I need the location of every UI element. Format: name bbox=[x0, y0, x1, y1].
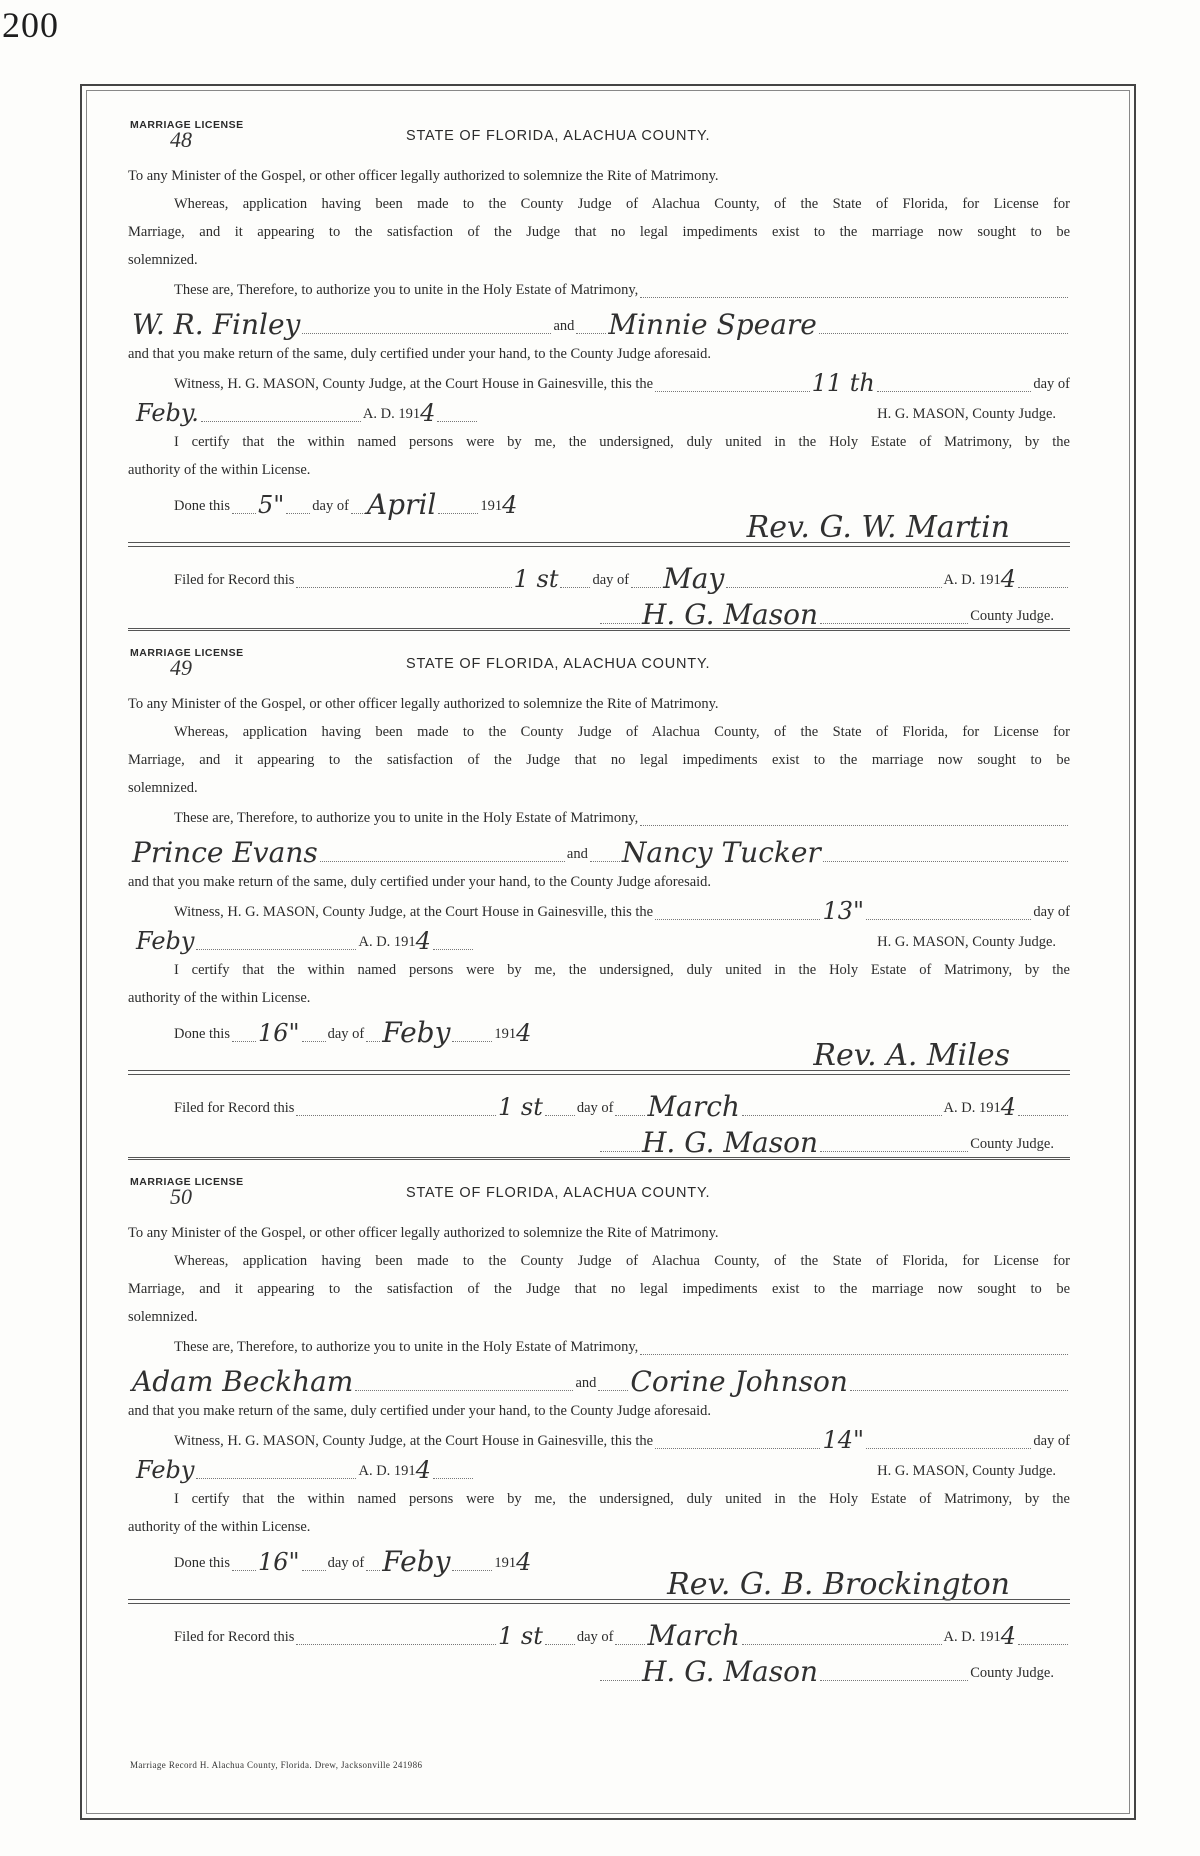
whereas-line-2: Marriage, and it appearing to the satisfaction of the Judge that no legal impediments exist to the marriage now sought to be bbox=[128, 1281, 1070, 1297]
dotted-line bbox=[1018, 1626, 1068, 1645]
filed-ad-label: A. D. 191 bbox=[943, 1100, 1001, 1116]
filed-row bbox=[128, 1615, 1070, 1651]
dotted-line bbox=[615, 1097, 645, 1116]
done-day-of-label: day of bbox=[327, 1026, 365, 1042]
section-divider bbox=[128, 1157, 1070, 1160]
dotted-line bbox=[823, 843, 1068, 862]
dotted-line bbox=[742, 1626, 942, 1645]
county-judge-label: County Judge. bbox=[970, 1136, 1054, 1152]
dotted-line bbox=[640, 1336, 1068, 1355]
marriage-license-49 bbox=[128, 646, 1070, 1158]
address-line: To any Minister of the Gospel, or other officer legally authorized to solemnize the Rite of Matrimony. bbox=[128, 168, 719, 184]
done-month: Feby bbox=[382, 1545, 451, 1578]
dotted-line bbox=[600, 1662, 640, 1681]
day-of-label: day of bbox=[1033, 1433, 1070, 1449]
license-header bbox=[128, 1175, 1070, 1219]
ad-label: A. D. 191 bbox=[358, 1463, 416, 1479]
authorize-row bbox=[128, 1331, 1070, 1361]
filed-label: Filed for Record this bbox=[174, 572, 295, 588]
certify-line-1: I certify that the within named persons were by me, the undersigned, duly united in the Holy Estate of Matrimony, by the bbox=[174, 962, 1070, 978]
day-of-label: day of bbox=[1033, 376, 1071, 392]
dotted-line bbox=[866, 901, 1031, 920]
filed-day-of-label: day of bbox=[592, 572, 630, 588]
done-month: Feby bbox=[382, 1016, 451, 1049]
dotted-line bbox=[866, 1430, 1031, 1449]
clerk-signature: H. G. Mason bbox=[642, 1655, 819, 1688]
authorize-text: These are, Therefore, to authorize you to unite in the Holy Estate of Matrimony, bbox=[174, 1339, 639, 1355]
done-year: 4 bbox=[516, 1019, 532, 1047]
return-line: and that you make return of the same, duly certified under your hand, to the County Judge aforesaid. bbox=[128, 346, 712, 362]
dotted-line bbox=[302, 315, 551, 334]
section-divider bbox=[128, 628, 1070, 631]
officiant-block bbox=[128, 510, 1070, 558]
filed-label: Filed for Record this bbox=[174, 1629, 295, 1645]
names-row bbox=[128, 304, 1070, 340]
authorize-text: These are, Therefore, to authorize you to unite in the Holy Estate of Matrimony, bbox=[174, 282, 639, 298]
done-year: 4 bbox=[516, 1548, 532, 1576]
whereas-line-1: Whereas, application having been made to the County Judge of Alachua County, of the State of Florida, for License for bbox=[174, 724, 1070, 740]
dotted-line bbox=[320, 843, 565, 862]
and-word: and bbox=[575, 1375, 597, 1391]
dotted-line bbox=[452, 1552, 492, 1571]
dotted-line bbox=[655, 1430, 820, 1449]
dotted-line bbox=[560, 569, 590, 588]
county-judge-label: County Judge. bbox=[970, 1665, 1054, 1681]
dotted-line bbox=[302, 1552, 326, 1571]
dotted-line bbox=[631, 569, 661, 588]
dotted-line bbox=[433, 1460, 473, 1479]
dotted-line bbox=[819, 315, 1068, 334]
filed-row bbox=[128, 558, 1070, 594]
clerk-row bbox=[128, 594, 1070, 630]
address-line: To any Minister of the Gospel, or other officer legally authorized to solemnize the Rite of Matrimony. bbox=[128, 1225, 719, 1241]
witness-text: Witness, H. G. MASON, County Judge, at the Court House in Gainesville, this the bbox=[174, 904, 654, 920]
return-line: and that you make return of the same, duly certified under your hand, to the County Judge aforesaid. bbox=[128, 1403, 712, 1419]
filed-year: 4 bbox=[1000, 1093, 1016, 1121]
names-row bbox=[128, 832, 1070, 868]
license-number: 48 bbox=[170, 127, 192, 152]
certify-line-2: authority of the within License. bbox=[128, 1519, 311, 1535]
dotted-line bbox=[296, 1626, 496, 1645]
dotted-line bbox=[437, 403, 477, 422]
witness-text: Witness, H. G. MASON, County Judge, at the Court House in Gainesville, this the bbox=[174, 1433, 654, 1449]
clerk-signature: H. G. Mason bbox=[642, 598, 819, 631]
bride-name: Corine Johnson bbox=[630, 1365, 848, 1398]
dotted-line bbox=[296, 569, 511, 588]
clerk-row bbox=[128, 1122, 1070, 1158]
done-day: 5" bbox=[257, 491, 285, 519]
filed-row bbox=[128, 1086, 1070, 1122]
marriage-license-48 bbox=[128, 118, 1070, 630]
filed-day: 1 st bbox=[513, 565, 559, 593]
certify-line-2: authority of the within License. bbox=[128, 990, 311, 1006]
dotted-line bbox=[877, 373, 1032, 392]
authorize-row bbox=[128, 802, 1070, 832]
dotted-line bbox=[351, 495, 365, 514]
dotted-line bbox=[590, 843, 620, 862]
witness-row bbox=[128, 368, 1070, 398]
filed-ad-label: A. D. 191 bbox=[943, 572, 1001, 588]
officiant-rule-2 bbox=[128, 1074, 1070, 1075]
filed-month: May bbox=[663, 562, 725, 595]
witness-row bbox=[128, 1425, 1070, 1455]
witness-date-row bbox=[128, 398, 1070, 428]
witness-date-row bbox=[128, 1455, 1070, 1485]
license-label: MARRIAGE LICENSE bbox=[130, 1176, 244, 1188]
judge-title: H. G. MASON, County Judge. bbox=[877, 406, 1056, 422]
filed-day-of-label: day of bbox=[576, 1100, 614, 1116]
filed-month: March bbox=[647, 1090, 740, 1123]
page-number: 200 bbox=[2, 5, 59, 45]
dotted-line bbox=[1018, 1097, 1068, 1116]
done-day-of-label: day of bbox=[327, 1555, 365, 1571]
dotted-line bbox=[366, 1552, 380, 1571]
filed-year: 4 bbox=[1000, 1622, 1016, 1650]
dotted-line bbox=[820, 1133, 968, 1152]
groom-name: Prince Evans bbox=[132, 836, 318, 869]
dotted-line bbox=[820, 605, 968, 624]
county-judge-label: County Judge. bbox=[970, 608, 1054, 624]
dotted-line bbox=[600, 1133, 640, 1152]
done-month: April bbox=[366, 488, 437, 521]
certify-line-1: I certify that the within named persons were by me, the undersigned, duly united in the Holy Estate of Matrimony, by the bbox=[174, 1491, 1070, 1507]
dotted-line bbox=[232, 1023, 256, 1042]
dotted-line bbox=[201, 403, 361, 422]
witness-text: Witness, H. G. MASON, County Judge, at the Court House in Gainesville, this the bbox=[174, 376, 654, 392]
officiant-block bbox=[128, 1038, 1070, 1086]
dotted-line bbox=[196, 1460, 356, 1479]
day-of-label: day of bbox=[1033, 904, 1070, 920]
clerk-signature: H. G. Mason bbox=[642, 1126, 819, 1159]
witness-year: 4 bbox=[415, 927, 431, 955]
dotted-line bbox=[302, 1023, 326, 1042]
witness-month: Feby bbox=[136, 1456, 195, 1484]
dotted-line bbox=[438, 495, 478, 514]
marriage-license-50 bbox=[128, 1175, 1070, 1687]
witness-day: 13" bbox=[822, 897, 865, 925]
done-191-label: 191 bbox=[494, 1026, 517, 1042]
dotted-line bbox=[576, 315, 606, 334]
witness-day: 14" bbox=[822, 1426, 865, 1454]
dotted-line bbox=[452, 1023, 492, 1042]
officiant-rule-2 bbox=[128, 1603, 1070, 1604]
dotted-line bbox=[196, 931, 356, 950]
and-word: and bbox=[566, 846, 588, 862]
whereas-line-3: solemnized. bbox=[128, 780, 198, 796]
done-day: 16" bbox=[257, 1019, 300, 1047]
dotted-line bbox=[615, 1626, 645, 1645]
dotted-line bbox=[640, 279, 1068, 298]
license-header bbox=[128, 118, 1070, 162]
filed-day: 1 st bbox=[497, 1622, 543, 1650]
witness-month: Feby bbox=[136, 927, 195, 955]
done-this-label: Done this bbox=[174, 498, 230, 514]
dotted-line bbox=[726, 569, 941, 588]
dotted-line bbox=[598, 1372, 628, 1391]
done-191-label: 191 bbox=[480, 498, 503, 514]
judge-title: H. G. MASON, County Judge. bbox=[877, 1463, 1056, 1479]
dotted-line bbox=[640, 807, 1068, 826]
officiant-signature: Rev. G. W. Martin bbox=[746, 510, 1010, 545]
ad-label: A. D. 191 bbox=[358, 934, 416, 950]
authorize-text: These are, Therefore, to authorize you to unite in the Holy Estate of Matrimony, bbox=[174, 810, 639, 826]
officiant-rule bbox=[128, 542, 1070, 543]
whereas-line-3: solemnized. bbox=[128, 1309, 198, 1325]
witness-month: Feby. bbox=[136, 399, 199, 427]
done-191-label: 191 bbox=[494, 1555, 517, 1571]
return-line: and that you make return of the same, duly certified under your hand, to the County Judge aforesaid. bbox=[128, 874, 712, 890]
whereas-line-2: Marriage, and it appearing to the satisfaction of the Judge that no legal impediments exist to the marriage now sought to be bbox=[128, 224, 1070, 240]
license-label: MARRIAGE LICENSE bbox=[130, 647, 244, 659]
footer-imprint: Marriage Record H. Alachua County, Florida. Drew, Jacksonville 241986 bbox=[130, 1760, 423, 1770]
clerk-row bbox=[128, 1651, 1070, 1687]
whereas-line-3: solemnized. bbox=[128, 252, 198, 268]
done-year: 4 bbox=[502, 491, 518, 519]
filed-label: Filed for Record this bbox=[174, 1100, 295, 1116]
license-number: 50 bbox=[170, 1184, 192, 1209]
dotted-line bbox=[433, 931, 473, 950]
groom-name: W. R. Finley bbox=[132, 308, 301, 341]
officiant-rule bbox=[128, 1599, 1070, 1600]
dotted-line bbox=[355, 1372, 573, 1391]
license-state-heading: STATE OF FLORIDA, ALACHUA COUNTY. bbox=[406, 128, 711, 144]
bride-name: Nancy Tucker bbox=[621, 836, 821, 869]
bride-name: Minnie Speare bbox=[608, 308, 817, 341]
dotted-line bbox=[545, 1097, 575, 1116]
officiant-signature: Rev. A. Miles bbox=[813, 1038, 1010, 1073]
dotted-line bbox=[232, 495, 256, 514]
whereas-line-1: Whereas, application having been made to the County Judge of Alachua County, of the State of Florida, for License for bbox=[174, 1253, 1070, 1269]
dotted-line bbox=[1018, 569, 1068, 588]
done-day: 16" bbox=[257, 1548, 300, 1576]
witness-date-row bbox=[128, 926, 1070, 956]
filed-year: 4 bbox=[1000, 565, 1016, 593]
filed-day-of-label: day of bbox=[576, 1629, 614, 1645]
witness-year: 4 bbox=[420, 399, 436, 427]
license-state-heading: STATE OF FLORIDA, ALACHUA COUNTY. bbox=[406, 1185, 711, 1201]
license-label: MARRIAGE LICENSE bbox=[130, 119, 244, 131]
names-row bbox=[128, 1361, 1070, 1397]
license-state-heading: STATE OF FLORIDA, ALACHUA COUNTY. bbox=[406, 656, 711, 672]
certify-line-1: I certify that the within named persons were by me, the undersigned, duly united in the Holy Estate of Matrimony, by the bbox=[174, 434, 1070, 450]
dotted-line bbox=[600, 605, 640, 624]
filed-ad-label: A. D. 191 bbox=[943, 1629, 1001, 1645]
officiant-rule-2 bbox=[128, 546, 1070, 547]
dotted-line bbox=[655, 901, 820, 920]
authorize-row bbox=[128, 274, 1070, 304]
certify-line-2: authority of the within License. bbox=[128, 462, 311, 478]
witness-day: 11 th bbox=[811, 369, 875, 397]
officiant-rule bbox=[128, 1070, 1070, 1071]
done-this-label: Done this bbox=[174, 1555, 230, 1571]
dotted-line bbox=[366, 1023, 380, 1042]
ad-label: A. D. 191 bbox=[362, 406, 421, 422]
and-word: and bbox=[553, 318, 575, 334]
address-line: To any Minister of the Gospel, or other officer legally authorized to solemnize the Rite of Matrimony. bbox=[128, 696, 719, 712]
done-day-of-label: day of bbox=[312, 498, 349, 514]
dotted-line bbox=[655, 373, 810, 392]
dotted-line bbox=[850, 1372, 1068, 1391]
filed-month: March bbox=[647, 1619, 740, 1652]
dotted-line bbox=[820, 1662, 968, 1681]
witness-row bbox=[128, 896, 1070, 926]
whereas-line-2: Marriage, and it appearing to the satisfaction of the Judge that no legal impediments exist to the marriage now sought to be bbox=[128, 752, 1070, 768]
dotted-line bbox=[286, 495, 310, 514]
dotted-line bbox=[545, 1626, 575, 1645]
filed-day: 1 st bbox=[497, 1093, 543, 1121]
officiant-signature: Rev. G. B. Brockington bbox=[667, 1567, 1010, 1602]
witness-year: 4 bbox=[415, 1456, 431, 1484]
dotted-line bbox=[232, 1552, 256, 1571]
whereas-line-1: Whereas, application having been made to the County Judge of Alachua County, of the State of Florida, for License for bbox=[174, 196, 1070, 212]
dotted-line bbox=[742, 1097, 942, 1116]
officiant-block bbox=[128, 1567, 1070, 1615]
dotted-line bbox=[296, 1097, 496, 1116]
judge-title: H. G. MASON, County Judge. bbox=[877, 934, 1056, 950]
groom-name: Adam Beckham bbox=[132, 1365, 354, 1398]
license-number: 49 bbox=[170, 655, 192, 680]
done-this-label: Done this bbox=[174, 1026, 230, 1042]
license-header bbox=[128, 646, 1070, 690]
